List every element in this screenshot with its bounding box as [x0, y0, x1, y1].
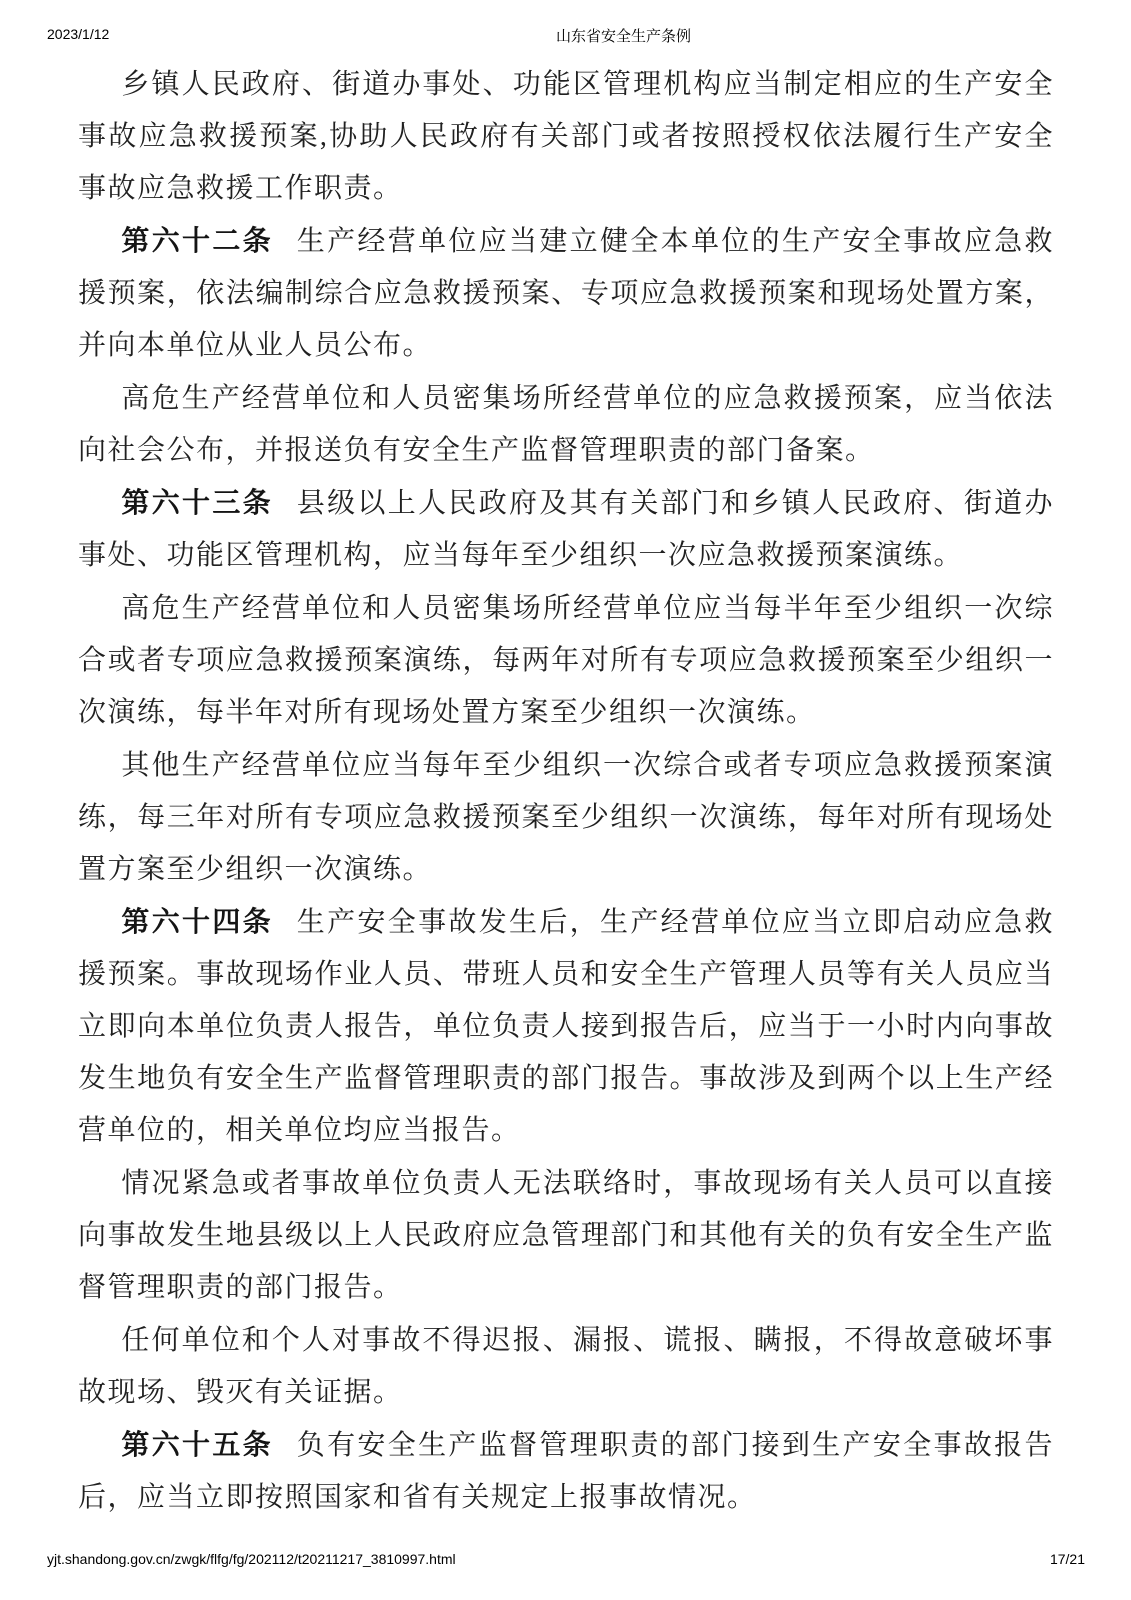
print-date: 2023/1/12: [47, 26, 110, 42]
paragraph-text: 高危生产经营单位和人员密集场所经营单位应当每半年至少组织一次综合或者专项应急救援预案演练，每两年对所有专项应急救援预案至少组织一次演练，每半年对所有现场处置方案至少组织一次演练。: [78, 593, 1054, 728]
paragraph-text: 负有安全生产监督管理职责的部门接到生产安全事故报告后，应当立即按照国家和省有关规定上报事故情况。: [78, 1430, 1054, 1513]
article-number: 第六十三条: [121, 487, 273, 518]
paragraph-article-63: [78, 477, 1054, 582]
paragraph-text: 乡镇人民政府、街道办事处、功能区管理机构应当制定相应的生产安全事故应急救援预案,协助人民政府有关部门或者按照授权依法履行生产安全事故应急救援工作职责。: [78, 69, 1054, 204]
paragraph-text: 高危生产经营单位和人员密集场所经营单位的应急救援预案，应当依法向社会公布，并报送负有安全生产监督管理职责的部门备案。: [78, 383, 1054, 466]
paragraph: [78, 582, 1054, 739]
paragraph-text: 情况紧急或者事故单位负责人无法联络时，事故现场有关人员可以直接向事故发生地县级以上人民政府应急管理部门和其他有关的负有安全生产监督管理职责的部门报告。: [78, 1168, 1054, 1303]
paragraph-text: 县级以上人民政府及其有关部门和乡镇人民政府、街道办事处、功能区管理机构，应当每年至少组织一次应急救援预案演练。: [78, 488, 1054, 571]
paragraph: [78, 372, 1054, 477]
paragraph: [78, 739, 1054, 896]
paragraph: [78, 58, 1054, 215]
article-number: 第六十五条: [121, 1429, 273, 1460]
paragraph-text: 任何单位和个人对事故不得迟报、漏报、谎报、瞒报，不得故意破坏事故现场、毁灭有关证据。: [78, 1325, 1054, 1408]
paragraph-article-65: [78, 1419, 1054, 1524]
page-number: 17/21: [1049, 1551, 1085, 1567]
print-header: [0, 0, 1131, 50]
paragraph-text: 其他生产经营单位应当每年至少组织一次综合或者专项应急救援预案演练，每三年对所有专项应急救援预案至少组织一次演练，每年对所有现场处置方案至少组织一次演练。: [78, 750, 1054, 885]
document-title: 山东省安全生产条例: [556, 28, 692, 45]
article-number: 第六十二条: [121, 225, 273, 256]
print-footer: [47, 1551, 1085, 1567]
paragraph-article-62: [78, 215, 1054, 372]
paragraph-text: 生产经营单位应当建立健全本单位的生产安全事故应急救援预案，依法编制综合应急救援预案、专项应急救援预案和现场处置方案，并向本单位从业人员公布。: [78, 226, 1054, 361]
paragraph: [78, 1314, 1054, 1419]
article-number: 第六十四条: [121, 906, 273, 937]
source-url: yjt.shandong.gov.cn/zwgk/flfg/fg/202112/t20211217_3810997.html: [47, 1551, 456, 1567]
paragraph-text: 生产安全事故发生后，生产经营单位应当立即启动应急救援预案。事故现场作业人员、带班人员和安全生产管理人员等有关人员应当立即向本单位负责人报告，单位负责人接到报告后，应当于一小时内向事故发生地负有安全生产监督管理职责的部门报告。事故涉及到两个以上生产经营单位的，相关单位均应当报告。: [78, 907, 1054, 1146]
paragraph: [78, 1157, 1054, 1314]
document-body: [78, 58, 1054, 1524]
paragraph-article-64: [78, 896, 1054, 1157]
